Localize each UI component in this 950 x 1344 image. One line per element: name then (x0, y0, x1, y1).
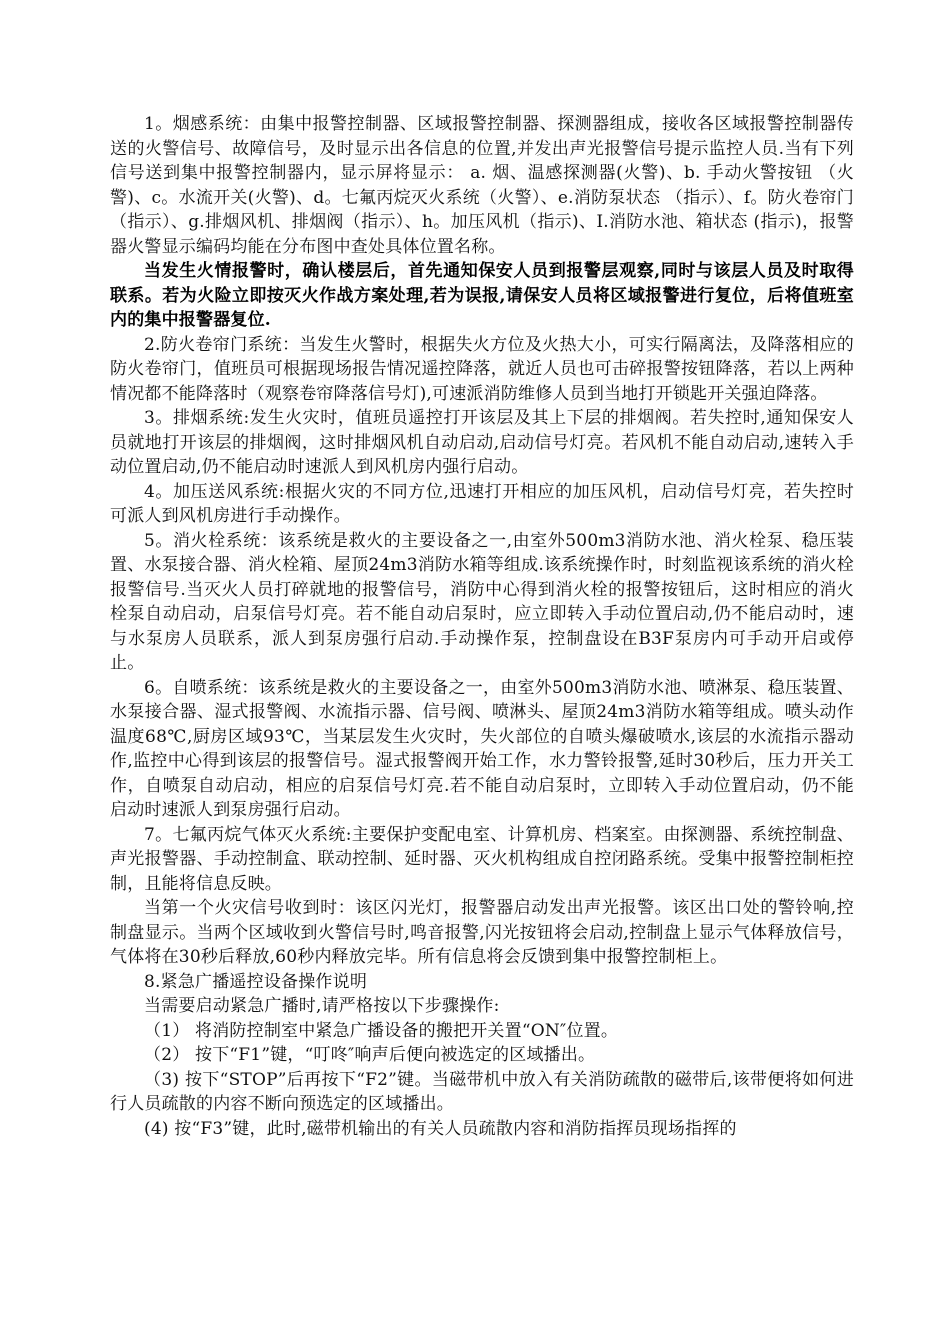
paragraph-step-2: （2） 按下“F1”键，“叮咚″响声后便向被选定的区域播出。 (144, 1045, 596, 1065)
paragraph-step-3: （3) 按下“STOP”后再按下“F2”键。当磁带机中放入有关消防疏散的磁带后,该带便将如何进行人员疏散的内容不断向预选定的区域播出。 (110, 1069, 854, 1114)
document-body (110, 112, 854, 1141)
paragraph-broadcast-heading: 8.紧急广播遥控设备操作说明 (144, 971, 368, 992)
paragraph-sprinkler-system: 6。自喷系统：该系统是救火的主要设备之一，由室外500m3消防水池、喷淋泵、稳压装置、水泵接合器、湿式报警阀、水流指示器、信号阀、喷淋头、屋顶24m3消防水箱等组成。喷头动作温度68℃,厨房区域93℃，当某层发生火灾时，失火部位的自喷头爆破喷水,该层的水流指示器动作,监控中心得到该层的报警信号。湿式报警阀开始工作，水力警铃报警,延时30秒后，压力开关工作，自喷泵自动启动，相应的启泵信号灯亮.若不能自动启泵时，立即转入手动位置启动，仍不能启动时速派人到泵房强行启动。 (110, 677, 854, 820)
paragraph-rolling-shutter: 2.防火卷帘门系统：当发生火警时，根据失火方位及火热大小，可实行隔离法，及降落相应的防火卷帘门，值班员可根据现场报告情况遥控降落，就近人员也可击碎报警按钮降落，若以上两种情况都不能降落时（观察卷帘降落信号灯),可速派消防维修人员到当地打开锁匙开关强迫降落。 (110, 334, 854, 404)
paragraph-broadcast-intro: 当需要启动紧急广播时,请严格按以下步骤操作: (144, 996, 500, 1016)
paragraph-gas-suppression: 7。七氟丙烷气体灭火系统:主要保护变配电室、计算机房、档案室。由探测器、系统控制盘、声光报警器、手动控制盒、联动控制、延时器、灭火机构组成自控闭路系统。受集中报警控制柜控制，且能将信息反映。 (110, 824, 854, 894)
paragraph-hydrant-system: 5。消火栓系统：该系统是救火的主要设备之一,由室外500m3消防水池、消火栓泵、稳压装置、水泵接合器、消火栓箱、屋顶24m3消防水箱等组成.该系统操作时，时刻监视该系统的消火栓报警信号.当灭火人员打碎就地的报警信号，消防中心得到消火栓的报警按钮后，这时相应的消火栓泵自动启动，启泵信号灯亮。若不能自动启泵时，应立即转入手动位置启动,仍不能启动时，速与水泵房人员联系，派人到泵房强行启动.手动操作泵，控制盘设在B3F泵房内可手动开启或停止。 (110, 530, 854, 673)
paragraph-smoke-exhaust: 3。排烟系统:发生火灾时，值班员遥控打开该层及其上下层的排烟阀。若失控时,通知保安人员就地打开该层的排烟阀，这时排烟风机自动启动,启动信号灯亮。若风机不能自动启动,速转入手动位置启动,仍不能启动时速派人到风机房内强行启动。 (110, 408, 854, 477)
paragraph-smoke-system: 1。烟感系统：由集中报警控制器、区域报警控制器、探测器组成，接收各区域报警控制器传送的火警信号、故障信号，及时显示出各信息的位置,并发出声光报警信号提示监控人员.当有下列信号送到集中报警控制器内，显示屏将显示： a. 烟、温感探测器(火警)、b. 手动火警按钮 （火警)、c。水流开关(火警)、d。七氟丙烷灭火系统（火警）、e.消防泵状态 （指示）、f。防火卷帘门（指示）、g.排烟风机、排烟阀（指示）、h。加压风机（指示)、I.消防水池、箱状态 (指示)，报警器火警显示编码均能在分布图中查处具体位置名称。 (110, 114, 854, 257)
paragraph-alarm-procedure: 当发生火情报警时，确认楼层后，首先通知保安人员到报警层观察,同时与该层人员及时取得联系。若为火险立即按灭火作战方案处理,若为误报,请保安人员将区域报警进行复位，后将值班室内的集中报警器复位. (110, 261, 854, 330)
paragraph-step-4: (4) 按“F3”键，此时,磁带机输出的有关人员疏散内容和消防指挥员现场指挥的 (144, 1118, 737, 1139)
paragraph-step-1: （1） 将消防控制室中紧急广播设备的搬把开关置“ON″位置。 (144, 1020, 619, 1041)
paragraph-first-signal: 当第一个火灾信号收到时：该区闪光灯，报警器启动发出声光报警。该区出口处的警铃响,控制盘显示。当两个区域收到火警信号时,鸣音报警,闪光按钮将会启动,控制盘上显示气体释放信号，气体将在30秒后释放,60秒内释放完毕。所有信息将会反馈到集中报警控制柜上。 (110, 898, 854, 967)
paragraph-pressurized-air: 4。加压送风系统:根据火灾的不同方位,迅速打开相应的加压风机，启动信号灯亮，若失控时可派人到风机房进行手动操作。 (110, 481, 854, 526)
